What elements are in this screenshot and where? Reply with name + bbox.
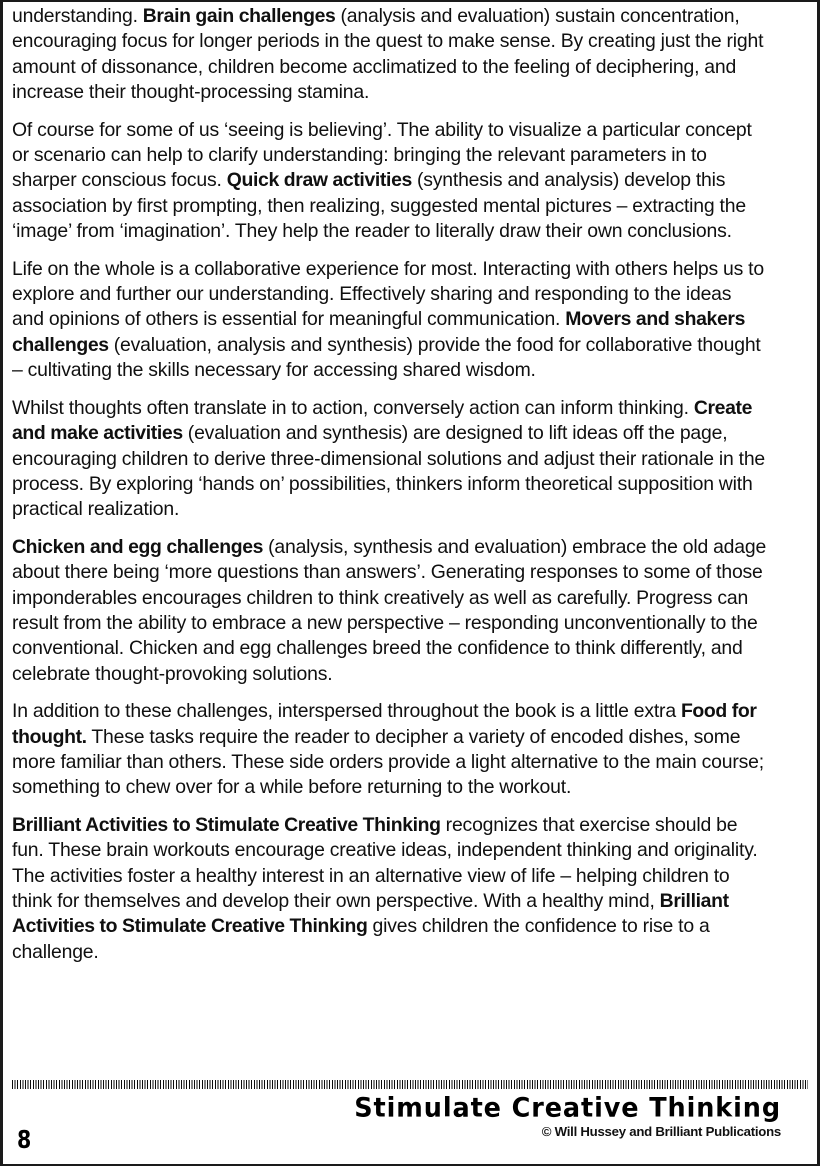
text-run: (evaluation, analysis and synthesis) provide the food for collaborative thought – cultivating the skills necessary for accessing shared wisdom. (12, 333, 761, 382)
emphasis-run: Movers and shakers challenges (12, 308, 746, 356)
page-footer (3, 1052, 817, 1164)
text-run: understanding. (12, 5, 143, 27)
footer-brand-block (261, 1092, 781, 1140)
text-run: recognizes that exercise should be fun. These brain workouts encourage creative ideas, independent thinking and originality. The activities foster a healthy interest in an alternative view of life – helping children to think for themselves and develop their own perspective. With a healthy mind, (12, 813, 758, 912)
text-run: (analysis and evaluation) sustain concentration, encouraging focus for longer periods in the quest to make sense. By creating just the right amount of dissonance, children become acclimatized to the feeling of deciphering, and increase their thought-processing stamina. (12, 5, 764, 104)
page-number: 8 (17, 1125, 32, 1154)
paragraph-quick-draw (12, 118, 772, 245)
emphasis-run: Brilliant Activities to Stimulate Creative Thinking (12, 813, 441, 836)
emphasis-run: Brain gain challenges (142, 5, 336, 27)
body-text-column (12, 4, 782, 965)
text-run: Whilst thoughts often translate in to action, conversely action can inform thinking. (12, 396, 694, 419)
paragraph-movers-and-shakers (12, 257, 764, 384)
emphasis-run: Food for thought. (12, 700, 757, 748)
paragraph-food-for-thought (12, 699, 774, 801)
text-run: (analysis, synthesis and evaluation) embrace the old adage about there being ‘more questions than answers’. Generating responses to some of those imponderables encourages children to think creatively as well as carefully. Progress can result from the ability to embrace a new perspective – responding unconventionally to the conventional. Chicken and egg challenges breed the confidence to think differently, and celebrate thought-provoking solutions. (12, 535, 767, 685)
text-run: (evaluation and synthesis) are designed to lift ideas off the page, encouraging children to derive three-dimensional solutions and adjust their rationale in the process. By exploring ‘hands on’ possibilities, thinkers inform theoretical supposition with practical realization. (12, 422, 766, 521)
text-run: (synthesis and analysis) develop this association by first prompting, then realizing, suggested mental pictures – extracting the ‘image’ from ‘imagination’. They help the reader to literally draw their own conclusions. (12, 169, 746, 243)
emphasis-run: Brilliant Activities to Stimulate Creative Thinking (12, 890, 729, 938)
text-run: Life on the whole is a collaborative experience for most. Interacting with others helps us to explore and further our understanding. Effectively sharing and responding to the ideas and opinions of others is essential for meaningful communication. (12, 257, 764, 331)
footer-brand-title: Stimulate Creative Thinking (354, 1092, 781, 1125)
emphasis-run: Chicken and egg challenges (12, 535, 264, 558)
text-run: gives children the confidence to rise to a challenge. (12, 915, 710, 963)
footer-copyright: © Will Hussey and Brilliant Publications (541, 1124, 781, 1139)
paragraph-chicken-and-egg (12, 535, 768, 687)
paragraph-brain-gain (12, 4, 780, 106)
paragraph-create-and-make (12, 396, 774, 523)
emphasis-run: Quick draw activities (226, 169, 412, 192)
emphasis-run: Create and make activities (12, 396, 753, 445)
footer-divider-rule (12, 1080, 808, 1089)
paragraph-closing (12, 813, 764, 965)
text-run: In addition to these challenges, interspersed throughout the book is a little extra (12, 700, 681, 723)
text-run: These tasks require the reader to decipher a variety of encoded dishes, some more familiar than others. These side orders provide a light alternative to the main course; something to chew over for a while before returning to the workout. (12, 725, 764, 799)
text-run: Of course for some of us ‘seeing is believing’. The ability to visualize a particular concept or scenario can help to clarify understanding: bringing the relevant parameters in to sharper conscious focus. (12, 118, 752, 192)
